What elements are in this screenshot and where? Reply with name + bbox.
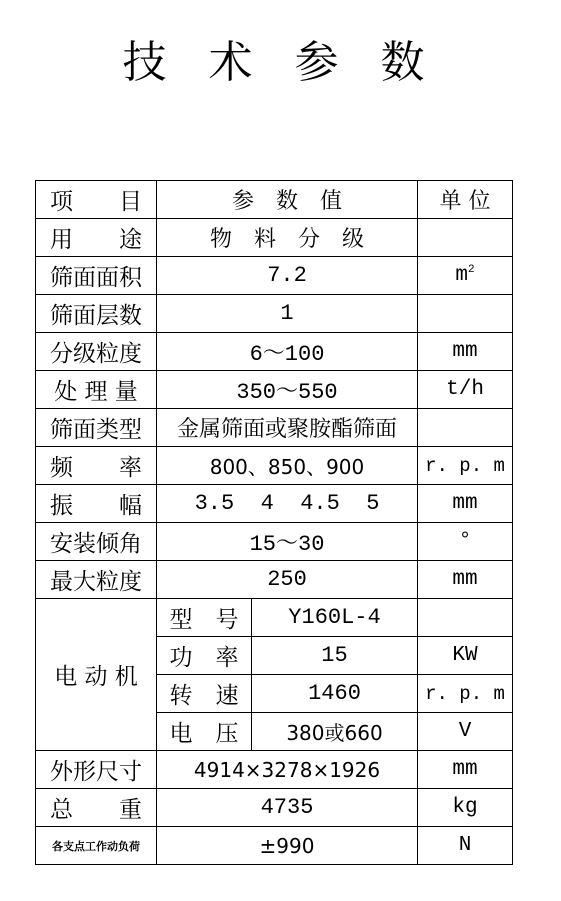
row-value: 物 料 分 级 <box>157 219 418 257</box>
row-unit: mm <box>418 485 513 523</box>
row-unit: r. p. m <box>418 447 513 485</box>
row-unit: kg <box>418 789 513 827</box>
motor-sub-value: Y160L-4 <box>252 599 418 637</box>
table-row <box>36 751 513 789</box>
motor-sub-label: 型 号 <box>157 599 252 637</box>
row-item: 振 幅 <box>36 485 157 523</box>
row-item: 各支点工作动负荷 <box>36 827 157 865</box>
spec-table <box>35 180 513 865</box>
motor-sub-value: 1460 <box>252 675 418 713</box>
row-unit: mm <box>418 333 513 371</box>
row-item: 频 率 <box>36 447 157 485</box>
row-item: 用 途 <box>36 219 157 257</box>
row-value: 4735 <box>157 789 418 827</box>
row-unit <box>418 409 513 447</box>
table-row <box>36 295 513 333</box>
table-row <box>36 827 513 865</box>
motor-sub-unit <box>418 599 513 637</box>
row-value: 350～550 <box>157 371 418 409</box>
unit-superscript: 2 <box>468 264 475 276</box>
row-unit: t/h <box>418 371 513 409</box>
motor-sub-unit: V <box>418 713 513 751</box>
row-item: 筛面面积 <box>36 257 157 295</box>
motor-sub-unit: r. p. m <box>418 675 513 713</box>
table-row <box>36 257 513 295</box>
motor-sub-label: 电 压 <box>157 713 252 751</box>
row-value: 1 <box>157 295 418 333</box>
page-title: 技 术 参 数 <box>122 37 439 88</box>
table-row <box>36 409 513 447</box>
unit-base: m <box>455 264 469 287</box>
row-value: 4914×3278×1926 <box>157 751 418 789</box>
table-row <box>36 333 513 371</box>
row-unit <box>418 219 513 257</box>
motor-sub-label: 转 速 <box>157 675 252 713</box>
motor-sub-unit: KW <box>418 637 513 675</box>
row-value: 6～100 <box>157 333 418 371</box>
motor-sub-label: 功 率 <box>157 637 252 675</box>
header-item: 项 目 <box>36 181 157 219</box>
motor-sub-value: 380或660 <box>252 713 418 751</box>
row-unit: N <box>418 827 513 865</box>
row-unit: mm <box>418 561 513 599</box>
table-row <box>36 371 513 409</box>
row-item: 分级粒度 <box>36 333 157 371</box>
table-row <box>36 485 513 523</box>
row-value: 金属筛面或聚胺酯筛面 <box>157 409 418 447</box>
row-item: 处 理 量 <box>36 371 157 409</box>
row-unit <box>418 295 513 333</box>
row-value: 250 <box>157 561 418 599</box>
header-value: 参 数 值 <box>157 181 418 219</box>
table-row <box>36 219 513 257</box>
row-item: 筛面类型 <box>36 409 157 447</box>
row-unit: ° <box>418 523 513 561</box>
header-unit: 单 位 <box>418 181 513 219</box>
motor-row <box>36 599 513 637</box>
row-value: 15～30 <box>157 523 418 561</box>
table-row <box>36 789 513 827</box>
table-row <box>36 561 513 599</box>
row-item: 筛面层数 <box>36 295 157 333</box>
row-unit <box>418 257 513 295</box>
row-item: 总 重 <box>36 789 157 827</box>
row-unit: mm <box>418 751 513 789</box>
row-item: 安装倾角 <box>36 523 157 561</box>
table-row <box>36 447 513 485</box>
motor-sub-value: 15 <box>252 637 418 675</box>
row-item: 外形尺寸 <box>36 751 157 789</box>
row-value: ±990 <box>157 827 418 865</box>
table-row <box>36 523 513 561</box>
row-value: 3.5 4 4.5 5 <box>157 485 418 523</box>
motor-item: 电 动 机 <box>36 599 157 751</box>
table-header-row <box>36 181 513 219</box>
row-item: 最大粒度 <box>36 561 157 599</box>
row-value: 800、850、900 <box>157 447 418 485</box>
row-value: 7.2 <box>157 257 418 295</box>
